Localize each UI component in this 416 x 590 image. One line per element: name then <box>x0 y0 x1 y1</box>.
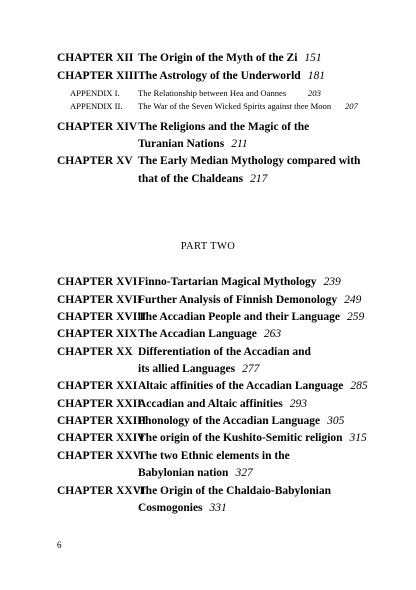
chapter-title: The Accadian People and their Language 259 <box>138 311 365 323</box>
chapter-title: that of the Chaldeans 217 <box>138 173 268 185</box>
chapter-number: CHAPTER XVIII <box>57 311 147 323</box>
page-number: 331 <box>209 502 227 514</box>
page-number: 305 <box>327 415 345 427</box>
chapter-number: CHAPTER XXIII <box>57 415 147 427</box>
page-number: 207 <box>345 101 358 111</box>
chapter-number: CHAPTER XVI <box>57 276 138 288</box>
chapter-number: CHAPTER XIV <box>57 121 138 133</box>
chapter-title: Finno-Tartarian Magical Mythology 239 <box>138 276 341 288</box>
page-number: 249 <box>344 294 362 306</box>
chapter-title: Cosmogonies 331 <box>138 502 227 514</box>
chapter-title: Differentiation of the Accadian and <box>138 346 311 358</box>
chapter-title: Accadian and Altaic affinities 293 <box>138 398 307 410</box>
chapter-number: CHAPTER XIII <box>57 70 138 82</box>
chapter-title: Further Analysis of Finnish Demonology 249 <box>138 294 362 306</box>
page-number: 293 <box>289 398 307 410</box>
page-number: 263 <box>263 328 282 340</box>
chapter-title: Altaic affinities of the Accadian Language 285 <box>138 380 368 392</box>
appendix-label: APPENDIX I. <box>70 88 120 98</box>
folio-page-number: 6 <box>57 540 62 550</box>
chapter-title: Phonology of the Accadian Language 305 <box>138 415 345 427</box>
page-number: 203 <box>308 88 321 98</box>
page-number: 217 <box>250 173 268 185</box>
chapter-title: Babylonian nation 327 <box>138 467 253 479</box>
page-number: 151 <box>304 52 322 64</box>
chapter-title: The Accadian Language 263 <box>138 328 282 340</box>
page-number: 285 <box>350 380 368 392</box>
chapter-number: CHAPTER XXIV <box>57 432 146 444</box>
chapter-title: The Origin of the Myth of the Zi 151 <box>138 52 322 64</box>
chapter-number: CHAPTER XXV <box>57 450 142 462</box>
page-number: 277 <box>242 363 260 375</box>
chapter-title: its allied Languages 277 <box>138 363 260 375</box>
part-heading: PART TWO <box>180 241 236 252</box>
page-number: 239 <box>323 276 341 288</box>
chapter-title: Turanian Nations 211 <box>138 138 248 150</box>
chapter-title: The Religions and the Magic of the <box>138 121 310 133</box>
chapter-title: The Early Median Mythology compared with <box>138 155 361 167</box>
chapter-number: CHAPTER XIX <box>57 328 138 340</box>
chapter-title: The two Ethnic elements in the <box>138 450 290 462</box>
appendix-title: The Relationship between Hea and Oannes <box>138 88 287 98</box>
chapter-title: The Astrology of the Underworld 181 <box>138 70 325 82</box>
chapter-title: The origin of the Kushito-Semitic religion 315 <box>138 432 367 444</box>
chapter-number: CHAPTER XII <box>57 52 134 64</box>
page-number: 259 <box>347 311 365 323</box>
appendix-label: APPENDIX II. <box>70 101 123 111</box>
page-number: 181 <box>307 70 325 82</box>
page-number: 327 <box>235 467 253 479</box>
chapter-number: CHAPTER XV <box>57 155 133 167</box>
appendix-title: The War of the Seven Wicked Spirits against thee Moon <box>138 101 332 111</box>
chapter-number: CHAPTER XXII <box>57 398 142 410</box>
chapter-number: CHAPTER XXVI <box>57 485 146 497</box>
chapter-number: CHAPTER XX <box>57 346 133 358</box>
chapter-number: CHAPTER XXI <box>57 380 138 392</box>
page-number: 315 <box>349 432 367 444</box>
chapter-number: CHAPTER XVII <box>57 294 142 306</box>
chapter-title: The Origin of the Chaldaio-Babylonian <box>138 485 331 497</box>
page-number: 211 <box>231 138 248 150</box>
